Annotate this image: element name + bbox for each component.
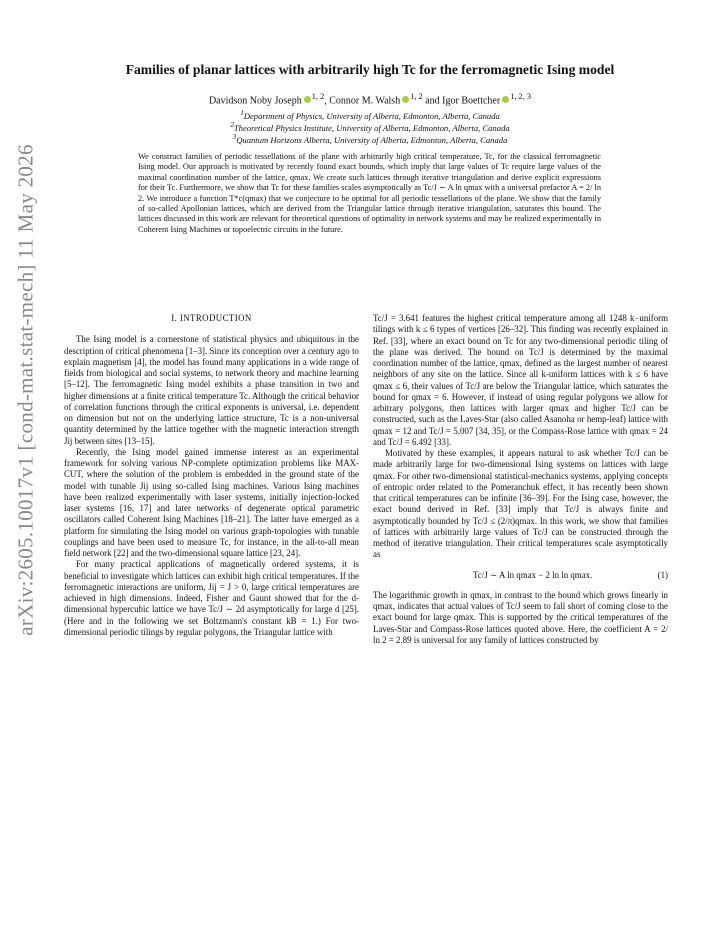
paragraph: The logarithmic growth in qmax, in contrast to the bound which grows linearly in qmax, indicates that actual values of Tc/J seem to fall short of coming close to the exact bound for large qmax. This is supported by the critical temperatures of the Laves-Star and Compass-Rose lattices quoted above. Here, the coefficient A = 2/ ln 2 = 2.89 is universal for any family of lattices constructed by (373, 589, 668, 645)
abstract: We construct families of periodic tessellations of the plane with arbitrarily high critical temperature, Tc, for the classical ferromagnetic Ising model. Our approach is motivated by recently found exact bounds, which imply that large values of Tc require large values of the maximal coordination number of the lattice, qmax. We create such lattices through iterative triangulation and derive explicit expressions for their Tc. Furthermore, we show that Tc for these families scales asymptotically as Tc/J ∼ A ln qmax with a universal prefactor A = 2/ ln 2. We introduce a function T*c(qmax) that we conjecture to be optimal for all periodic tessellations of the plane. We show that the family of so-called Apollonian lattices, which are derived from the Triangular lattice through iterative triangulation, saturates this bound. The lattices discussed in this work are relevant for theoretical questions of optimality in network systems and may be realized experimentally in Coherent Ising Machines or topoelectric circuits in the future. (138, 152, 601, 234)
author-3-affil: 1, 2, 3 (510, 92, 532, 101)
paragraph: For many practical applications of magnetically ordered systems, it is beneficial to investigate which lattices can exhibit high critical temperatures. If the ferromagnetic interactions are uniform, Jij = J > 0, large critical temperatures are achieved in high dimensions. Indeed, Fisher and Gaunt showed that for the d-dimensional hypercubic lattice we have Tc/J ∼ 2d asymptotically for large d [25]. (Here and in the following we set Boltzmann's constant kB = 1.) For two-dimensional periodic tilings by regular polygons, the Triangular lattice with (64, 559, 359, 637)
left-column (64, 313, 359, 638)
equation-number: (1) (657, 569, 668, 580)
author-3-name: Igor Boettcher (442, 95, 501, 107)
orcid-icon[interactable] (304, 96, 311, 103)
paragraph: Recently, the Ising model gained immense interest as an experimental framework for solving various NP-complete optimization problems like MAX-CUT, where the solution of the problem is embedded in the ground state of the model with tunable Jij using so-called Ising machines. Various Ising machines have been realized experimentally with laser systems, initially injection-locked laser systems [16, 17] and later networks of degenerate optical parametric oscillators called Coherent Ising Machines [18–21]. The latter have emerged as a platform for simulating the Ising model on various graph-topologies with tunable couplings and have been used to measure Tc, for instance, in the all-to-all mean field network [22] and the two-dimensional square lattice [23, 24]. (64, 446, 359, 558)
section-heading: I. INTRODUCTION (171, 313, 252, 323)
arxiv-stamp-text: arXiv:2605.10017v1 [cond-mat.stat-mech] 11 May 2026 (13, 144, 38, 636)
affiliation-2 (60, 121, 680, 133)
author-list (60, 92, 680, 106)
arxiv-identifier-stamp (6, 120, 46, 660)
equation-1 (373, 570, 668, 581)
author-1-name: Davidson Noby Joseph (208, 95, 302, 107)
affiliation-marker: 2 (230, 121, 234, 129)
affiliation-3 (60, 133, 680, 145)
right-column (373, 313, 668, 646)
paragraph: The Ising model is a cornerstone of statistical physics and ubiquitous in the description of critical phenomena [1–3]. Since its conception over a century ago to explain magnetism [4], the model has found many applications in a wide range of fields from biological and social systems, to network theory and machine learning [5–12]. The ferromagnetic Ising model exhibits a phase transition in two and higher dimensions at a finite critical temperature Tc. Although the critical behavior of correlation functions through the critical exponents is universal, i.e. dependent on dimension but not on the underlying lattice structure, Tc is a non-universal quantity determined by the lattice together with the magnetic interaction strength Jij between sites [13–15]. (64, 334, 359, 446)
author-separator: and (422, 95, 443, 107)
affiliation-text: Theoretical Physics Institute, University of Alberta, Edmonton, Alberta, Canada (233, 122, 510, 133)
author-2-name: Connor M. Walsh (329, 95, 401, 107)
affiliation-1 (60, 109, 680, 121)
orcid-icon[interactable] (402, 96, 409, 103)
equation-body: Tc/J ∼ A ln qmax − 2 ln ln qmax. (473, 569, 593, 580)
paragraph: Tc/J = 3.641 features the highest critical temperature among all 1248 k−uniform tilings with k ≤ 6 types of vertices [26–32]. This finding was recently explained in Ref. [33], where an exact bound on Tc for any two-dimensional periodic tiling of the plane was derived. The bound on Tc/J is determined by the maximal coordination number of the lattice, qmax, defined as the largest number of nearest neighbors of any site on the lattice. Since all k-uniform lattices with k ≤ 6 have qmax ≤ 6, their values of Tc/J are below the Triangular lattice, which saturates the bound for qmax = 6. However, if instead of using regular polygons we allow for arbitrary polygons, then lattices with larger qmax and higher Tc/J can be constructed, such as the Laves-Star (also called Asanoha or hemp-leaf) lattice with qmax = 12 and Tc/J = 5.007 [34, 35], or the Compass-Rose lattice with qmax = 24 and Tc/J = 6.492 [33]. (373, 313, 668, 447)
paragraph: Motivated by these examples, it appears natural to ask whether Tc/J can be made arbitrarily large for two-dimensional Ising systems on lattices with large qmax. For other two-dimensional statistical-mechanics systems, applying concepts of entropic order related to the Pomeranchuk effect, it has recently been shown that critical temperatures can be infinite [36–39]. For the Ising case, however, the exact bound derived in Ref. [33] imply that Tc/J is always finite and asymptotically bounded by Tc/J ≤ (2/π)qmax. In this work, we show that families of lattices with arbitrarily large values of Tc/J can be constructed through the method of iterative triangulation. Their critical temperatures scale asymptotically as (373, 448, 668, 560)
affiliation-text: Quantum Horizons Alberta, University of Alberta, Edmonton, Alberta, Canada (236, 134, 508, 145)
paper-title: Families of planar lattices with arbitrarily high Tc for the ferromagnetic Ising model (125, 62, 615, 77)
affiliation-marker: 1 (240, 109, 244, 117)
author-separator: , (324, 95, 330, 107)
affiliation-text: Department of Physics, University of Alberta, Edmonton, Alberta, Canada (243, 110, 500, 121)
author-1-affil: 1, 2 (311, 92, 325, 101)
orcid-icon[interactable] (502, 96, 509, 103)
affiliation-marker: 3 (232, 133, 237, 141)
author-2-affil: 1, 2 (410, 92, 423, 101)
